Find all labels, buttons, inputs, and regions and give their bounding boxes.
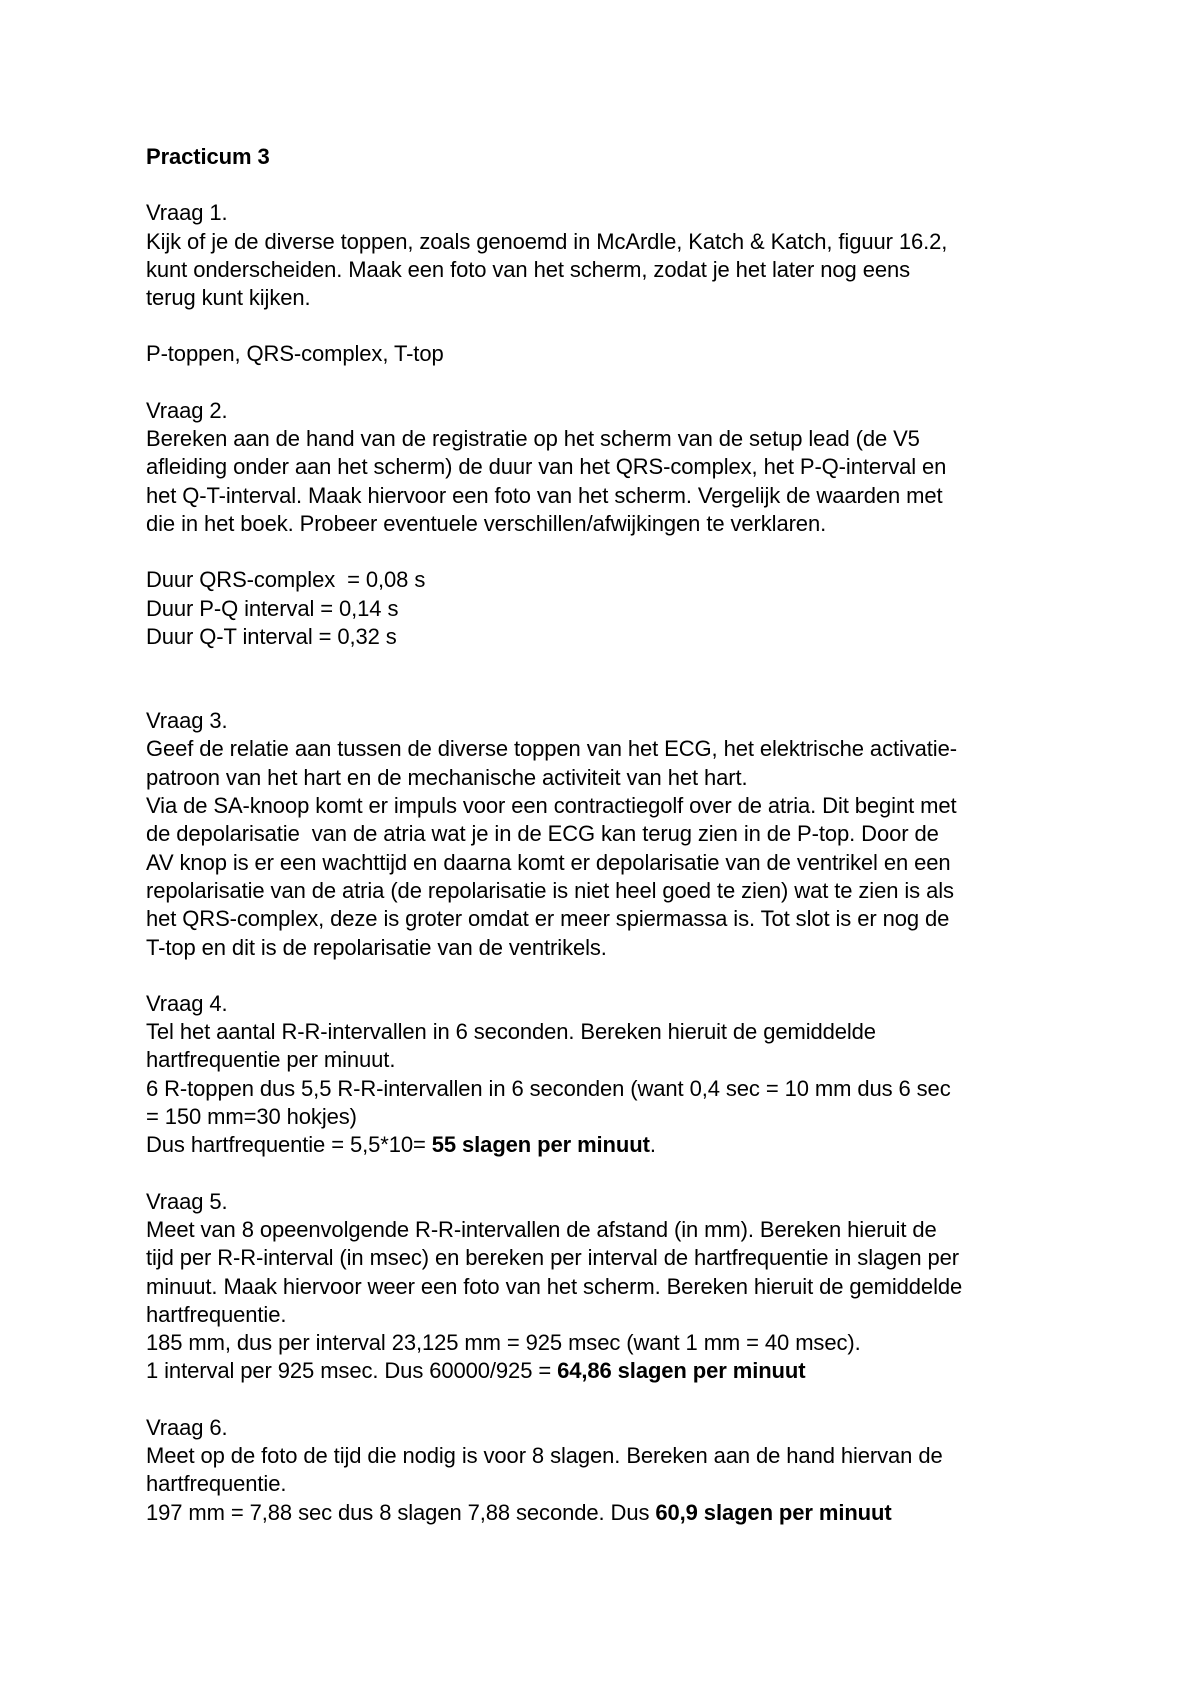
question-6-result-value: 60,9 slagen per minuut (655, 1499, 892, 1525)
question-5-line: 185 mm, dus per interval 23,125 mm = 925 msec (want 1 mm = 40 msec). (146, 1330, 861, 1356)
answer-2 (146, 566, 1076, 651)
answer-2-qrs-duration: Duur QRS-complex = 0,08 s (146, 567, 426, 593)
question-5-result-value: 64,86 slagen per minuut (557, 1358, 806, 1384)
document-page (146, 143, 1076, 1555)
question-3-line: Geef de relatie aan tussen de diverse toppen van het ECG, het elektrische activatie- (146, 736, 957, 762)
question-6 (146, 1414, 1076, 1527)
question-6-line: hartfrequentie. (146, 1471, 287, 1497)
question-4-result-prefix: Dus hartfrequentie = 5,5*10= (146, 1132, 432, 1158)
question-2 (146, 397, 1076, 538)
question-6-heading: Vraag 6. (146, 1414, 228, 1440)
question-3 (146, 707, 1076, 962)
question-4-heading: Vraag 4. (146, 990, 228, 1016)
question-3-line: AV knop is er een wachttijd en daarna komt er depolarisatie van de ventrikel en een (146, 849, 951, 875)
question-3-line: patroon van het hart en de mechanische activiteit van het hart. (146, 764, 748, 790)
question-2-line: die in het boek. Probeer eventuele verschillen/afwijkingen te verklaren. (146, 510, 827, 536)
question-1 (146, 199, 1076, 312)
answer-2-qt-duration: Duur Q-T interval = 0,32 s (146, 623, 397, 649)
question-6-line: Meet op de foto de tijd die nodig is voor 8 slagen. Bereken aan de hand hiervan de (146, 1442, 943, 1468)
question-2-heading: Vraag 2. (146, 397, 228, 423)
spacer (146, 651, 1076, 707)
question-5-heading: Vraag 5. (146, 1188, 228, 1214)
question-2-line: afleiding onder aan het scherm) de duur van het QRS-complex, het P-Q-interval en (146, 454, 947, 480)
question-4-line: hartfrequentie per minuut. (146, 1047, 396, 1073)
question-1-heading: Vraag 1. (146, 200, 228, 226)
question-3-line: repolarisatie van de atria (de repolarisatie is niet heel goed te zien) wat te zien is als (146, 877, 954, 903)
question-6-result-prefix: 197 mm = 7,88 sec dus 8 slagen 7,88 seconde. Dus (146, 1499, 656, 1525)
question-1-line: Kijk of je de diverse toppen, zoals genoemd in McArdle, Katch & Katch, figuur 16.2, (146, 228, 948, 254)
question-4-result-value: 55 slagen per minuut (431, 1132, 650, 1158)
question-4-result-suffix: . (649, 1132, 656, 1158)
question-5-result-prefix: 1 interval per 925 msec. Dus 60000/925 = (146, 1358, 558, 1384)
answer-1 (146, 340, 1076, 368)
question-3-line: T-top en dit is de repolarisatie van de ventrikels. (146, 934, 607, 960)
answer-2-pq-duration: Duur P-Q interval = 0,14 s (146, 595, 399, 621)
question-1-line: terug kunt kijken. (146, 285, 311, 311)
question-4-line: = 150 mm=30 hokjes) (146, 1104, 357, 1130)
question-1-line: kunt onderscheiden. Maak een foto van het scherm, zodat je het later nog eens (146, 256, 911, 282)
question-5-line: Meet van 8 opeenvolgende R-R-intervallen de afstand (in mm). Bereken hieruit de (146, 1216, 937, 1242)
question-5 (146, 1188, 1076, 1386)
question-3-heading: Vraag 3. (146, 708, 228, 734)
answer-1-text: P-toppen, QRS-complex, T-top (146, 341, 444, 367)
question-3-line: de depolarisatie van de atria wat je in de ECG kan terug zien in de P-top. Door de (146, 821, 939, 847)
question-3-line: Via de SA-knoop komt er impuls voor een contractiegolf over de atria. Dit begint met (146, 793, 957, 819)
question-6-result (146, 1499, 1076, 1527)
question-4-line: 6 R-toppen dus 5,5 R-R-intervallen in 6 seconden (want 0,4 sec = 10 mm dus 6 sec (146, 1075, 951, 1101)
question-4 (146, 990, 1076, 1160)
question-4-result (146, 1131, 1076, 1159)
question-5-line: minuut. Maak hiervoor weer een foto van het scherm. Bereken hieruit de gemiddelde (146, 1273, 963, 1299)
question-3-line: het QRS-complex, deze is groter omdat er meer spiermassa is. Tot slot is er nog de (146, 906, 950, 932)
document-title: Practicum 3 (146, 144, 270, 169)
question-2-line: Bereken aan de hand van de registratie op het scherm van de setup lead (de V5 (146, 426, 920, 452)
question-4-line: Tel het aantal R-R-intervallen in 6 seconden. Bereken hieruit de gemiddelde (146, 1019, 876, 1045)
question-2-line: het Q-T-interval. Maak hiervoor een foto van het scherm. Vergelijk de waarden met (146, 482, 943, 508)
question-5-line: hartfrequentie. (146, 1301, 287, 1327)
question-5-result (146, 1357, 1076, 1385)
question-5-line: tijd per R-R-interval (in msec) en bereken per interval de hartfrequentie in slagen per (146, 1245, 960, 1271)
